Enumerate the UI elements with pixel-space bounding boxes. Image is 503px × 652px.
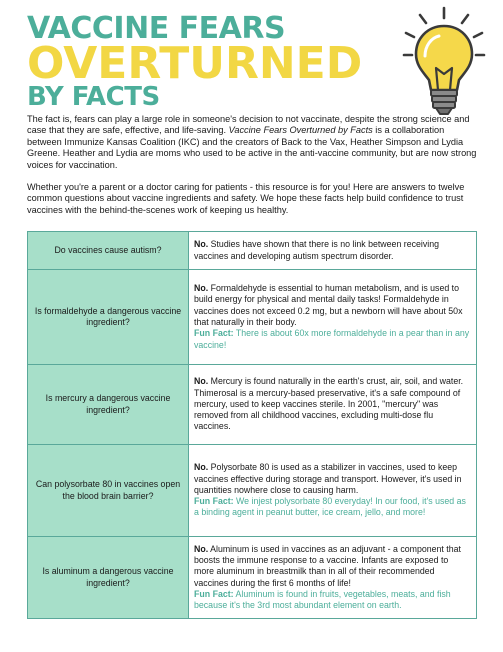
- faq-answer: [189, 365, 477, 445]
- faq-question: Is aluminum a dangerous vaccine ingredient?: [28, 537, 189, 619]
- faq-row: [28, 270, 477, 365]
- fun-fact-text: There is about 60x more formaldehyde in a pear than in any vaccine!: [194, 328, 470, 350]
- intro-text-1: The fact is, fears can play a large role in someone's decision to not vaccinate, despite the strong science and case that they are safe, effective, and life-saving.: [27, 114, 470, 136]
- faq-question: Is mercury a dangerous vaccine ingredient?: [28, 365, 189, 445]
- intro-paragraph-2: Whether you're a parent or a doctor caring for patients - this resource is for you! Here are answers to twelve common questions about vaccine ingredients and safety. We hope these facts help build confidence to trust vaccines with the behind-the-scenes work of keeping us healthy.: [27, 182, 465, 215]
- answer-text: Formaldehyde is essential to human metabolism, and is used to build energy for physical and mental daily tasks! Formaldehyde in vaccines does not exceed 0.2 mg, but a newborn will have about 50x that naturally in their body.: [194, 283, 463, 327]
- answer-text: Mercury is found naturally in the earth's crust, air, soil, and water. Thimerosal is a mercury-based preservative, it's a safe compound of mercury, used to keep vaccines sterile. In 2001, "mercury" was removed from all childhood vaccines, excluding multi-dose flu vaccines.: [194, 376, 464, 432]
- fun-fact-label: Fun Fact:: [194, 328, 234, 339]
- faq-row: [28, 445, 477, 537]
- title-line-2: OVERTURNED: [27, 38, 363, 89]
- fun-fact-text: Aluminum is found in fruits, vegetables, meats, and fish because it's the 3rd most abundant element on earth.: [194, 588, 451, 611]
- faq-answer: [189, 445, 477, 537]
- answer-lead: No.: [194, 376, 209, 387]
- faq-answer: [189, 537, 477, 619]
- faq-row: [28, 537, 477, 619]
- fun-fact-label: Fun Fact:: [194, 588, 234, 599]
- faq-answer: [189, 270, 477, 365]
- resource-title: Vaccine Fears Overturned by Facts: [228, 125, 373, 136]
- fun-fact-label: Fun Fact:: [194, 496, 234, 507]
- faq-question: Can polysorbate 80 in vaccines open the blood brain barrier?: [28, 445, 189, 537]
- fun-fact-text: We injest polysorbate 80 everyday! In our food, it's used as a binding agent in peanut butter, ice cream, jello, and more!: [194, 496, 466, 518]
- intro-text-2: is a collaboration between Immunize Kansas Coalition (IKC) and the creators of Back to the Vax, Heather Simpson and Lydia Greene. Heather and Lydia are moms who used to be active in the anti-vaccine community, but are now strong voices for vaccination.: [27, 125, 477, 170]
- answer-text: Polysorbate 80 is used as a stabilizer in vaccines, used to keep vaccines effective during storage and transport. However, it's used in quantities nowhere close to causing harm.: [194, 462, 462, 495]
- faq-table: [27, 231, 477, 619]
- faq-question: Is formaldehyde a dangerous vaccine ingredient?: [28, 270, 189, 365]
- answer-text: Aluminum is used in vaccines as an adjuvant - a component that boosts the immune response to a vaccine. Infants are exposed to more aluminum in breastmilk than in all of their recommended vaccines during the first 6 months of life!: [194, 543, 461, 588]
- title-line-1: VACCINE FEARS: [27, 11, 286, 46]
- faq-row: [28, 232, 477, 270]
- faq-answer: [189, 232, 477, 270]
- answer-lead: No.: [194, 283, 209, 294]
- title-line-3: BY FACTS: [27, 82, 160, 112]
- answer-text: Studies have shown that there is no link between receiving vaccines and developing autism spectrum disorder.: [194, 239, 439, 261]
- faq-question: Do vaccines cause autism?: [28, 232, 189, 270]
- intro-paragraph-1: [27, 114, 477, 171]
- answer-lead: No.: [194, 462, 209, 473]
- answer-lead: No.: [194, 239, 209, 250]
- answer-lead: No.: [194, 543, 209, 554]
- faq-row: [28, 365, 477, 445]
- lightbulb-icon: [398, 2, 488, 118]
